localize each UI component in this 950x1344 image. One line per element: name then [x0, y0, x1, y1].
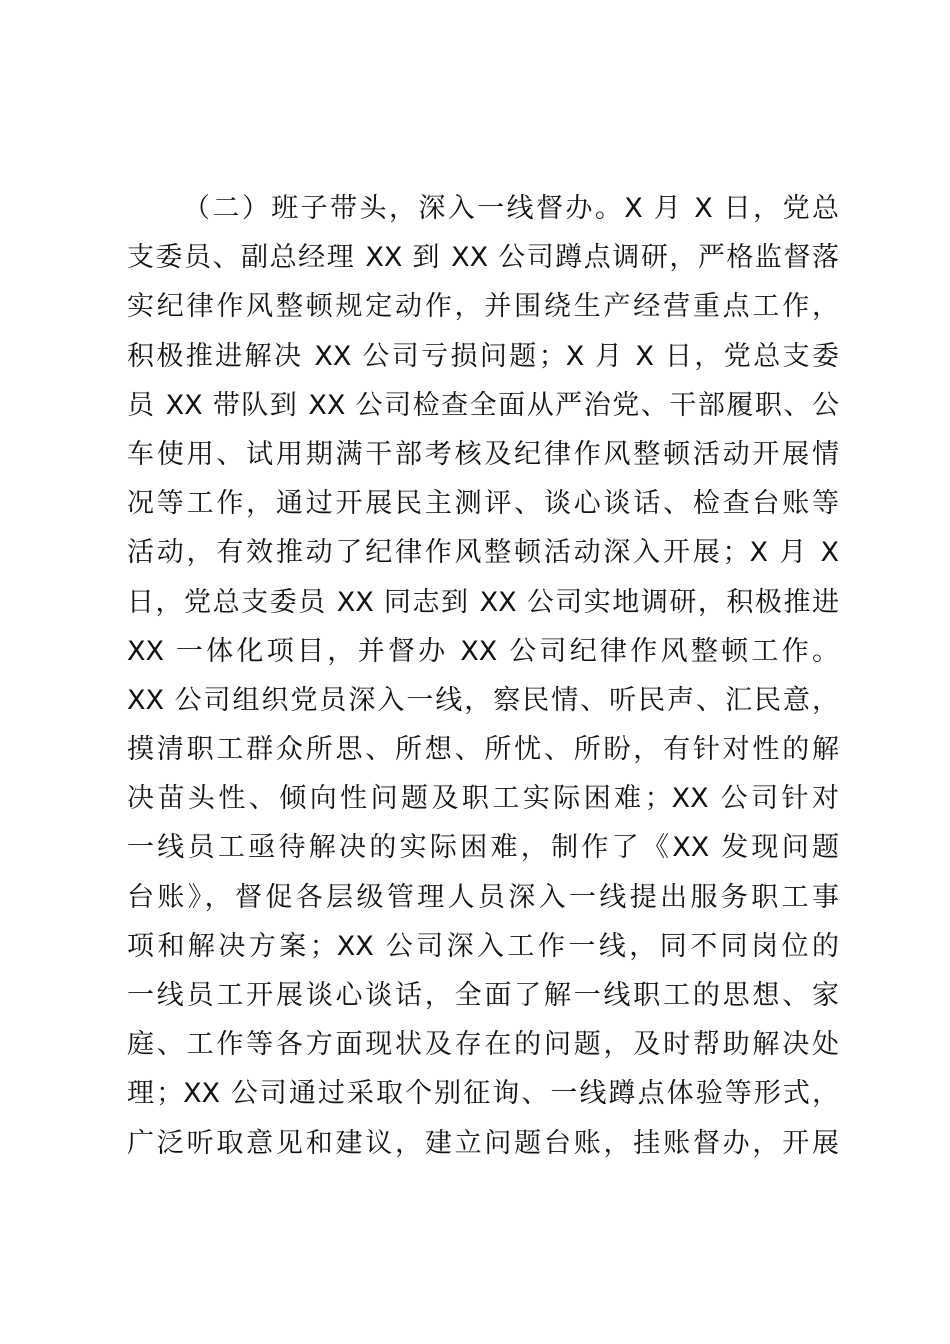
text-line: 支委员、副总经理 XX 到 XX 公司蹲点调研，严格监督落 [127, 242, 839, 274]
text-line: XX 一体化项目，并督办 XX 公司纪律作风整顿工作。 [127, 635, 839, 667]
text-line: 实纪律作风整顿规定动作，并围绕生产经营重点工作， [127, 291, 839, 323]
text-line: 日，党总支委员 XX 同志到 XX 公司实地调研，积极推进 [127, 586, 839, 618]
text-line: XX 公司组织党员深入一线，察民情、听民声、汇民意， [127, 684, 839, 716]
text-line: 员 XX 带队到 XX 公司检查全面从严治党、干部履职、公 [127, 389, 839, 421]
text-line: 积极推进解决 XX 公司亏损问题；X 月 X 日，党总支委 [127, 340, 839, 372]
text-line: 摸清职工群众所思、所想、所忧、所盼，有针对性的解 [127, 734, 839, 766]
text-line: 活动，有效推动了纪律作风整顿活动深入开展；X 月 X [127, 537, 839, 569]
body-text [127, 184, 839, 1168]
text-line: 况等工作，通过开展民主测评、谈心谈话、检查台账等 [127, 488, 839, 520]
text-line: （二）班子带头，深入一线督办。X 月 X 日，党总 [183, 193, 839, 224]
text-line: 项和解决方案；XX 公司深入工作一线，同不同岗位的 [127, 930, 839, 962]
text-line: 一线员工亟待解决的实际困难，制作了《XX 发现问题 [127, 832, 839, 864]
text-line: 台账》，督促各层级管理人员深入一线提出服务职工事 [127, 881, 839, 913]
text-line: 广泛听取意见和建议，建立问题台账，挂账督办，开展 [127, 1127, 839, 1159]
text-line: 庭、工作等各方面现状及存在的问题，及时帮助解决处 [127, 1029, 839, 1061]
text-line: 车使用、试用期满干部考核及纪律作风整顿活动开展情 [127, 438, 839, 470]
text-line: 理；XX 公司通过采取个别征询、一线蹲点体验等形式， [127, 1078, 839, 1110]
text-line: 决苗头性、倾向性问题及职工实际困难；XX 公司针对 [127, 783, 839, 815]
text-line: 一线员工开展谈心谈话，全面了解一线职工的思想、家 [127, 980, 839, 1011]
